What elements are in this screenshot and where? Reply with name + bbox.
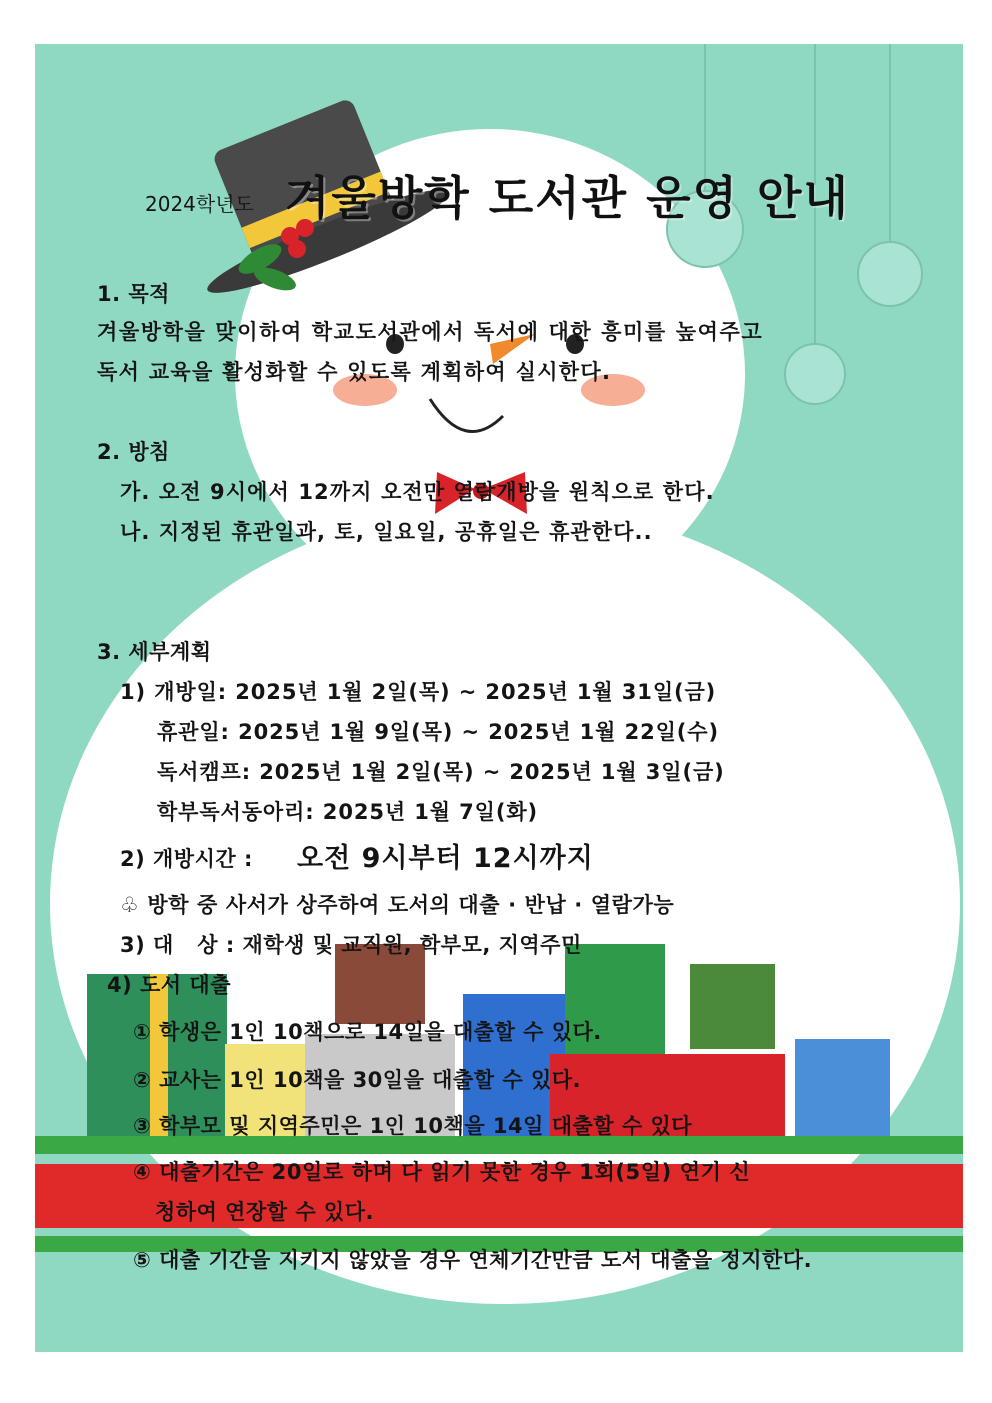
loan-rule: ② 교사는 1인 10책을 30일을 대출할 수 있다. xyxy=(133,1068,581,1092)
closed-period: 휴관일: 2025년 1월 9일(목) ~ 2025년 1월 22일(수) xyxy=(157,720,719,744)
school-year-label: 2024학년도 xyxy=(145,192,254,216)
parent-club-date: 학부독서동아리: 2025년 1월 7일(화) xyxy=(157,800,539,824)
eligible-users: 3) 대 상 : 재학생 및 교직원, 학부모, 지역주민 xyxy=(120,933,582,957)
loan-rule: ① 학생은 1인 10책으로 14일을 대출할 수 있다. xyxy=(133,1020,602,1044)
section2-item: 가. 오전 9시에서 12까지 오전만 열람개방을 원칙으로 한다. xyxy=(120,480,715,504)
poster-background xyxy=(35,44,963,1352)
section1-line: 겨울방학을 맞이하여 학교도서관에서 독서에 대한 흥미를 높여주고 xyxy=(97,320,764,344)
open-hours-label: 2) 개방시간 : xyxy=(120,847,253,871)
open-period: 1) 개방일: 2025년 1월 2일(목) ~ 2025년 1월 31일(금) xyxy=(120,680,717,704)
loan-rule-continued: 청하여 연장할 수 있다. xyxy=(155,1200,374,1224)
section2-item: 나. 지정된 휴관일과, 토, 일요일, 공휴일은 휴관한다.. xyxy=(120,520,653,544)
section1-line: 독서 교육을 활성화할 수 있도록 계획하여 실시한다. xyxy=(97,360,612,384)
loan-rule: ⑤ 대출 기간을 지키지 않았을 경우 연체기간만큼 도서 대출을 정지한다. xyxy=(133,1248,813,1272)
section2-heading: 2. 방침 xyxy=(97,440,170,464)
librarian-note: ♧ 방학 중 사서가 상주하여 도서의 대출 · 반납 · 열람가능 xyxy=(120,893,675,917)
loan-rule: ④ 대출기간은 20일로 하며 다 읽기 못한 경우 1회(5일) 연기 신 xyxy=(133,1160,751,1184)
loan-heading: 4) 도서 대출 xyxy=(107,973,231,997)
page-title: 겨울방학 도서관 운영 안내 xyxy=(285,171,850,225)
reading-camp-period: 독서캠프: 2025년 1월 2일(목) ~ 2025년 1월 3일(금) xyxy=(157,760,725,784)
open-hours-value: 오전 9시부터 12시까지 xyxy=(297,843,594,874)
loan-rule: ③ 학부모 및 지역주민은 1인 10책을 14일 대출할 수 있다 xyxy=(133,1114,693,1138)
section1-heading: 1. 목적 xyxy=(97,282,170,306)
section3-heading: 3. 세부계획 xyxy=(97,640,212,664)
